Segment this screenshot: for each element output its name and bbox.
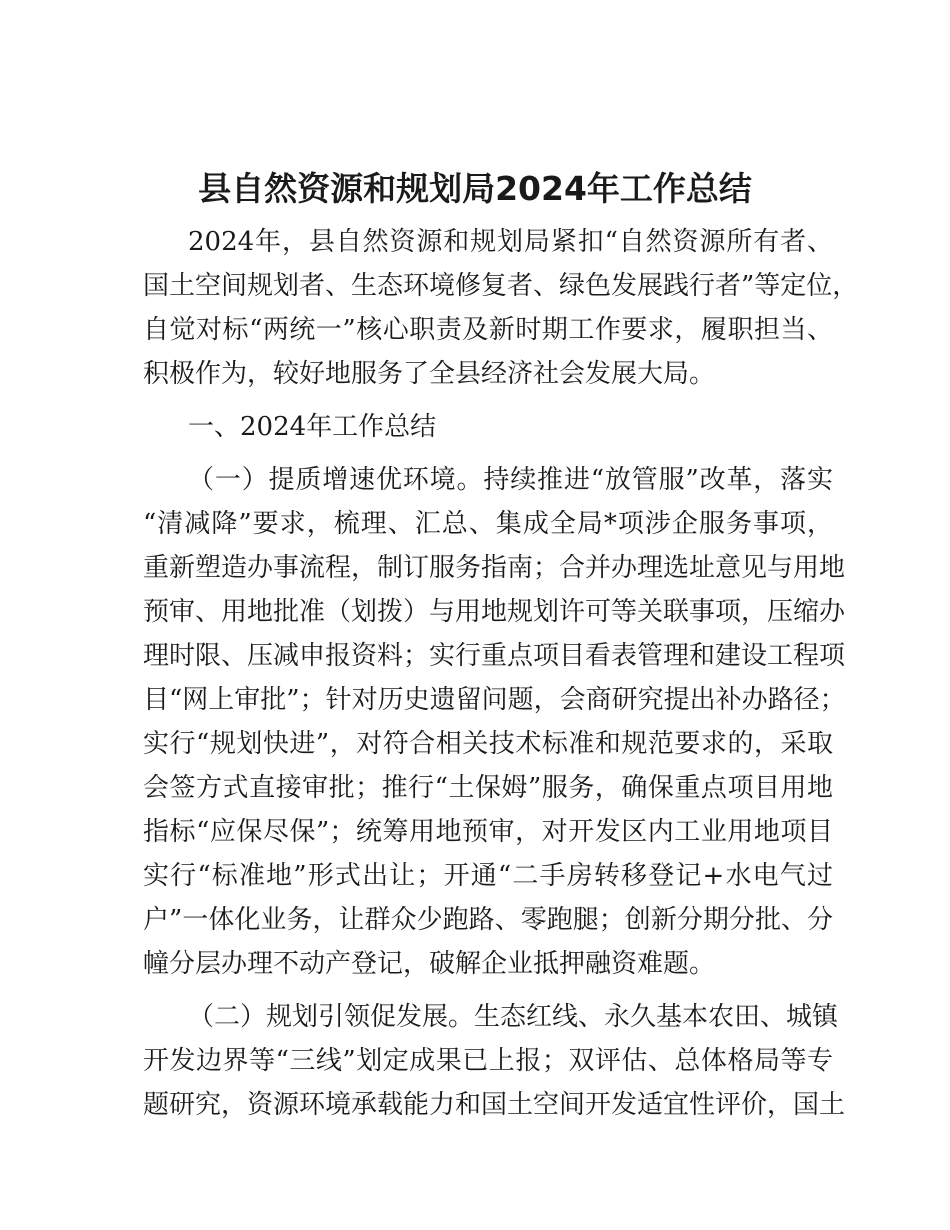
paragraph-line: 预审、用地批准（划拨）与用地规划许可等关联事项，压缩办 — [143, 597, 846, 627]
paragraph-line: 题研究，资源环境承载能力和国土空间开发适宜性评价，国土 — [143, 1090, 846, 1120]
paragraph-line: （二）规划引领促发展。生态红线、永久基本农田、城镇 — [188, 1002, 839, 1032]
paragraph-line: 重新塑造办事流程，制订服务指南；合并办理选址意见与用地 — [143, 553, 846, 583]
document-title: 县自然资源和规划局2024年工作总结 — [198, 169, 752, 208]
paragraph-line: 户”一体化业务，让群众少跑路、零跑腿；创新分期分批、分 — [143, 905, 833, 935]
paragraph-line: （一）提质增速优环境。持续推进“放管服”改革，落实 — [188, 465, 833, 495]
paragraph-line: 实行“规划快进”，对符合相关技术标准和规范要求的，采取 — [143, 729, 833, 759]
paragraph-line: “清减降”要求，梳理、汇总、集成全局*项涉企服务事项， — [143, 509, 833, 539]
section-heading: 一、2024年工作总结 — [188, 412, 437, 442]
paragraph-line: 积极作为，较好地服务了全县经济社会发展大局。 — [143, 359, 716, 389]
paragraph-line: 自觉对标“两统一”核心职责及新时期工作要求，履职担当、 — [143, 315, 833, 345]
paragraph-line: 实行“标准地”形式出让；开通“二手房转移登记+水电气过 — [143, 861, 833, 891]
paragraph-line: 2024年，县自然资源和规划局紧扣“自然资源所有者、 — [188, 227, 833, 257]
paragraph-line: 国土空间规划者、生态环境修复者、绿色发展践行者”等定位， — [143, 271, 859, 301]
paragraph-line: 会签方式直接审批；推行“土保姆”服务，确保重点项目用地 — [143, 773, 833, 803]
paragraph-line: 理时限、压减申报资料；实行重点项目看表管理和建设工程项 — [143, 641, 846, 671]
paragraph-line: 开发边界等“三线”划定成果已上报；双评估、总体格局等专 — [143, 1046, 833, 1076]
paragraph-line: 目“网上审批”；针对历史遗留问题，会商研究提出补办路径； — [143, 685, 846, 715]
paragraph-line: 幢分层办理不动产登记，破解企业抵押融资难题。 — [143, 949, 716, 979]
paragraph-line: 指标“应保尽保”；统筹用地预审，对开发区内工业用地项目 — [143, 817, 833, 847]
